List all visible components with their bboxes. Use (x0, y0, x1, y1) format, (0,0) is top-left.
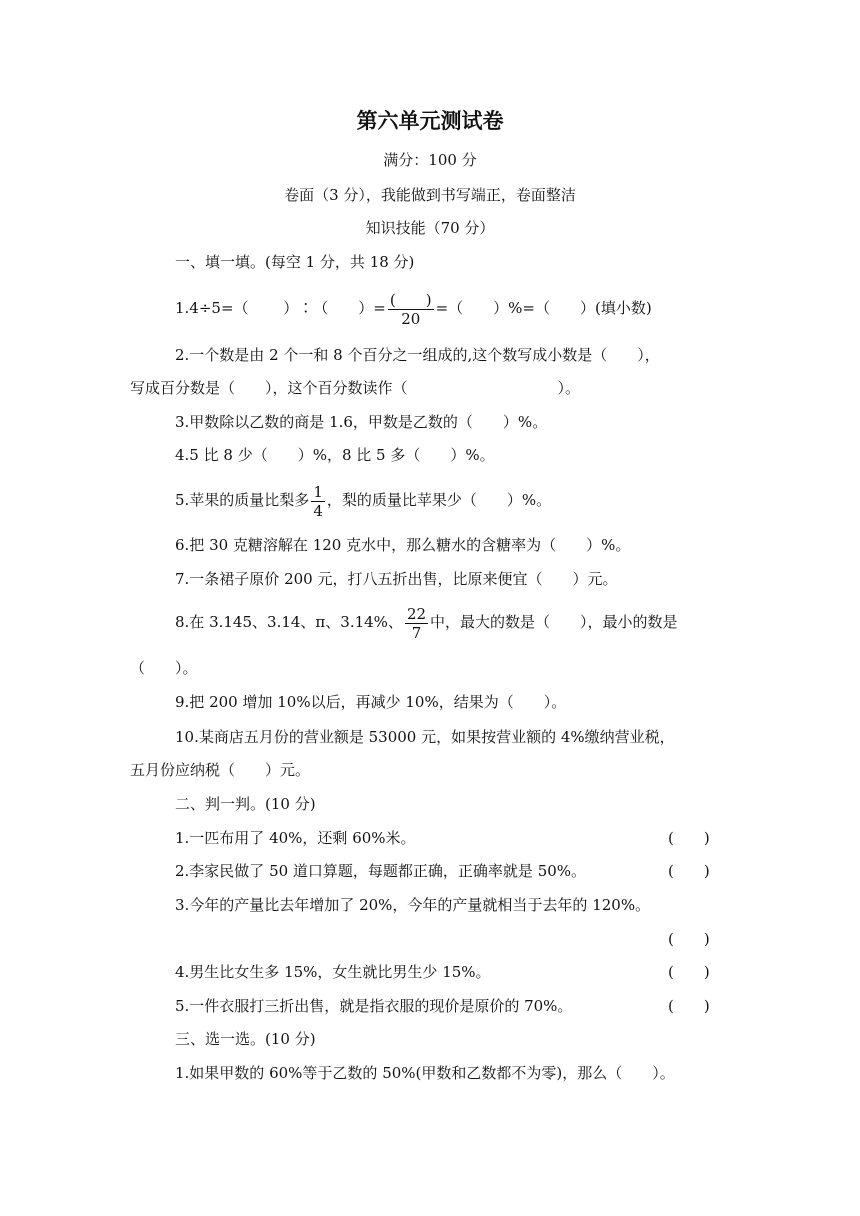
knowledge-heading: 知识技能（70 分） (365, 219, 495, 237)
judge-answer-paren-1[interactable]: ( ) (668, 829, 710, 847)
question-1-9: 9.把 200 增加 10%以后，再减少 10%，结果为（ ）。 (175, 693, 567, 711)
question-1-5 (175, 478, 551, 522)
fraction-numerator: 1 (313, 482, 323, 501)
question-1-6: 6.把 30 克糖溶解在 120 克水中，那么糖水的含糖率为（ ）%。 (175, 536, 631, 554)
question-1-8-line2: （ ）。 (130, 659, 198, 677)
q5-text-a: 5.苹果的质量比梨多 (175, 491, 310, 509)
question-1-3: 3.甲数除以乙数的商是 1.6，甲数是乙数的（ ）%。 (175, 413, 548, 431)
question-1-7: 7.一条裙子原价 200 元，打八五折出售，比原来便宜（ ）元。 (175, 570, 618, 588)
q8-text-a: 8.在 3.145、3.14、π、3.14%、 (175, 613, 403, 631)
section3-heading: 三、选一选。(10 分) (175, 1030, 316, 1048)
judge-answer-paren-3[interactable]: ( ) (668, 930, 710, 948)
question-1-10-line2: 五月份应纳税（ ）元。 (130, 761, 311, 779)
judge-item-3: 3.今年的产量比去年增加了 20%，今年的产量就相当于去年的 120%。 (175, 896, 651, 914)
fraction-one-quarter (311, 483, 325, 520)
question-1-8 (175, 600, 678, 644)
judge-item-5: 5.一件衣服打三折出售，就是指衣服的现价是原价的 70%。 (175, 997, 573, 1015)
neatness-note: 卷面（3 分），我能做到书写端正，卷面整洁 (284, 186, 576, 204)
fraction-numerator: ( ) (389, 290, 432, 309)
question-1-4: 4.5 比 8 少（ ）%，8 比 5 多（ ）%。 (175, 446, 495, 464)
section2-heading: 二、判一判。(10 分) (175, 795, 316, 813)
fraction-numerator: 22 (406, 604, 427, 623)
question-1-2-line2: 写成百分数是（ ），这个百分数读作（ ）。 (130, 379, 581, 397)
q1-text-b: =（ ）%=（ ）(填小数) (435, 299, 652, 317)
fraction-denominator: 20 (401, 309, 421, 328)
judge-item-1: 1.一匹布用了 40%，还剩 60%米。 (175, 829, 416, 847)
question-1-2-line1: 2.一个数是由 2 个一和 8 个百分之一组成的,这个数写成小数是（ ）， (175, 346, 660, 364)
choice-question-1: 1.如果甲数的 60%等于乙数的 50%(甲数和乙数都不为零)，那么（ ）。 (175, 1064, 675, 1082)
fraction-blank-over-20 (388, 291, 434, 328)
judge-item-4: 4.男生比女生多 15%，女生就比男生少 15%。 (175, 963, 491, 981)
page-title: 第六单元测试卷 (356, 108, 504, 133)
question-1-1 (175, 286, 652, 330)
fraction-denominator: 7 (411, 623, 422, 642)
judge-answer-paren-4[interactable]: ( ) (668, 963, 710, 981)
q1-text-a: 1.4÷5=（ ）∶（ ）= (175, 299, 386, 317)
full-score: 满分：100 分 (383, 151, 477, 169)
fraction-22-over-7 (405, 605, 428, 642)
judge-item-2: 2.李家民做了 50 道口算题，每题都正确，正确率就是 50%。 (175, 862, 587, 880)
judge-answer-paren-5[interactable]: ( ) (668, 997, 710, 1015)
q5-text-b: ，梨的质量比苹果少（ ）%。 (326, 491, 552, 509)
section1-heading: 一、填一填。(每空 1 分，共 18 分) (175, 253, 415, 271)
fraction-denominator: 4 (313, 501, 323, 520)
judge-answer-paren-2[interactable]: ( ) (668, 862, 710, 880)
q8-text-b: 中，最大的数是（ ），最小的数是 (430, 613, 678, 631)
question-1-10-line1: 10.某商店五月份的营业额是 53000 元，如果按营业额的 4%缴纳营业税， (175, 728, 675, 746)
